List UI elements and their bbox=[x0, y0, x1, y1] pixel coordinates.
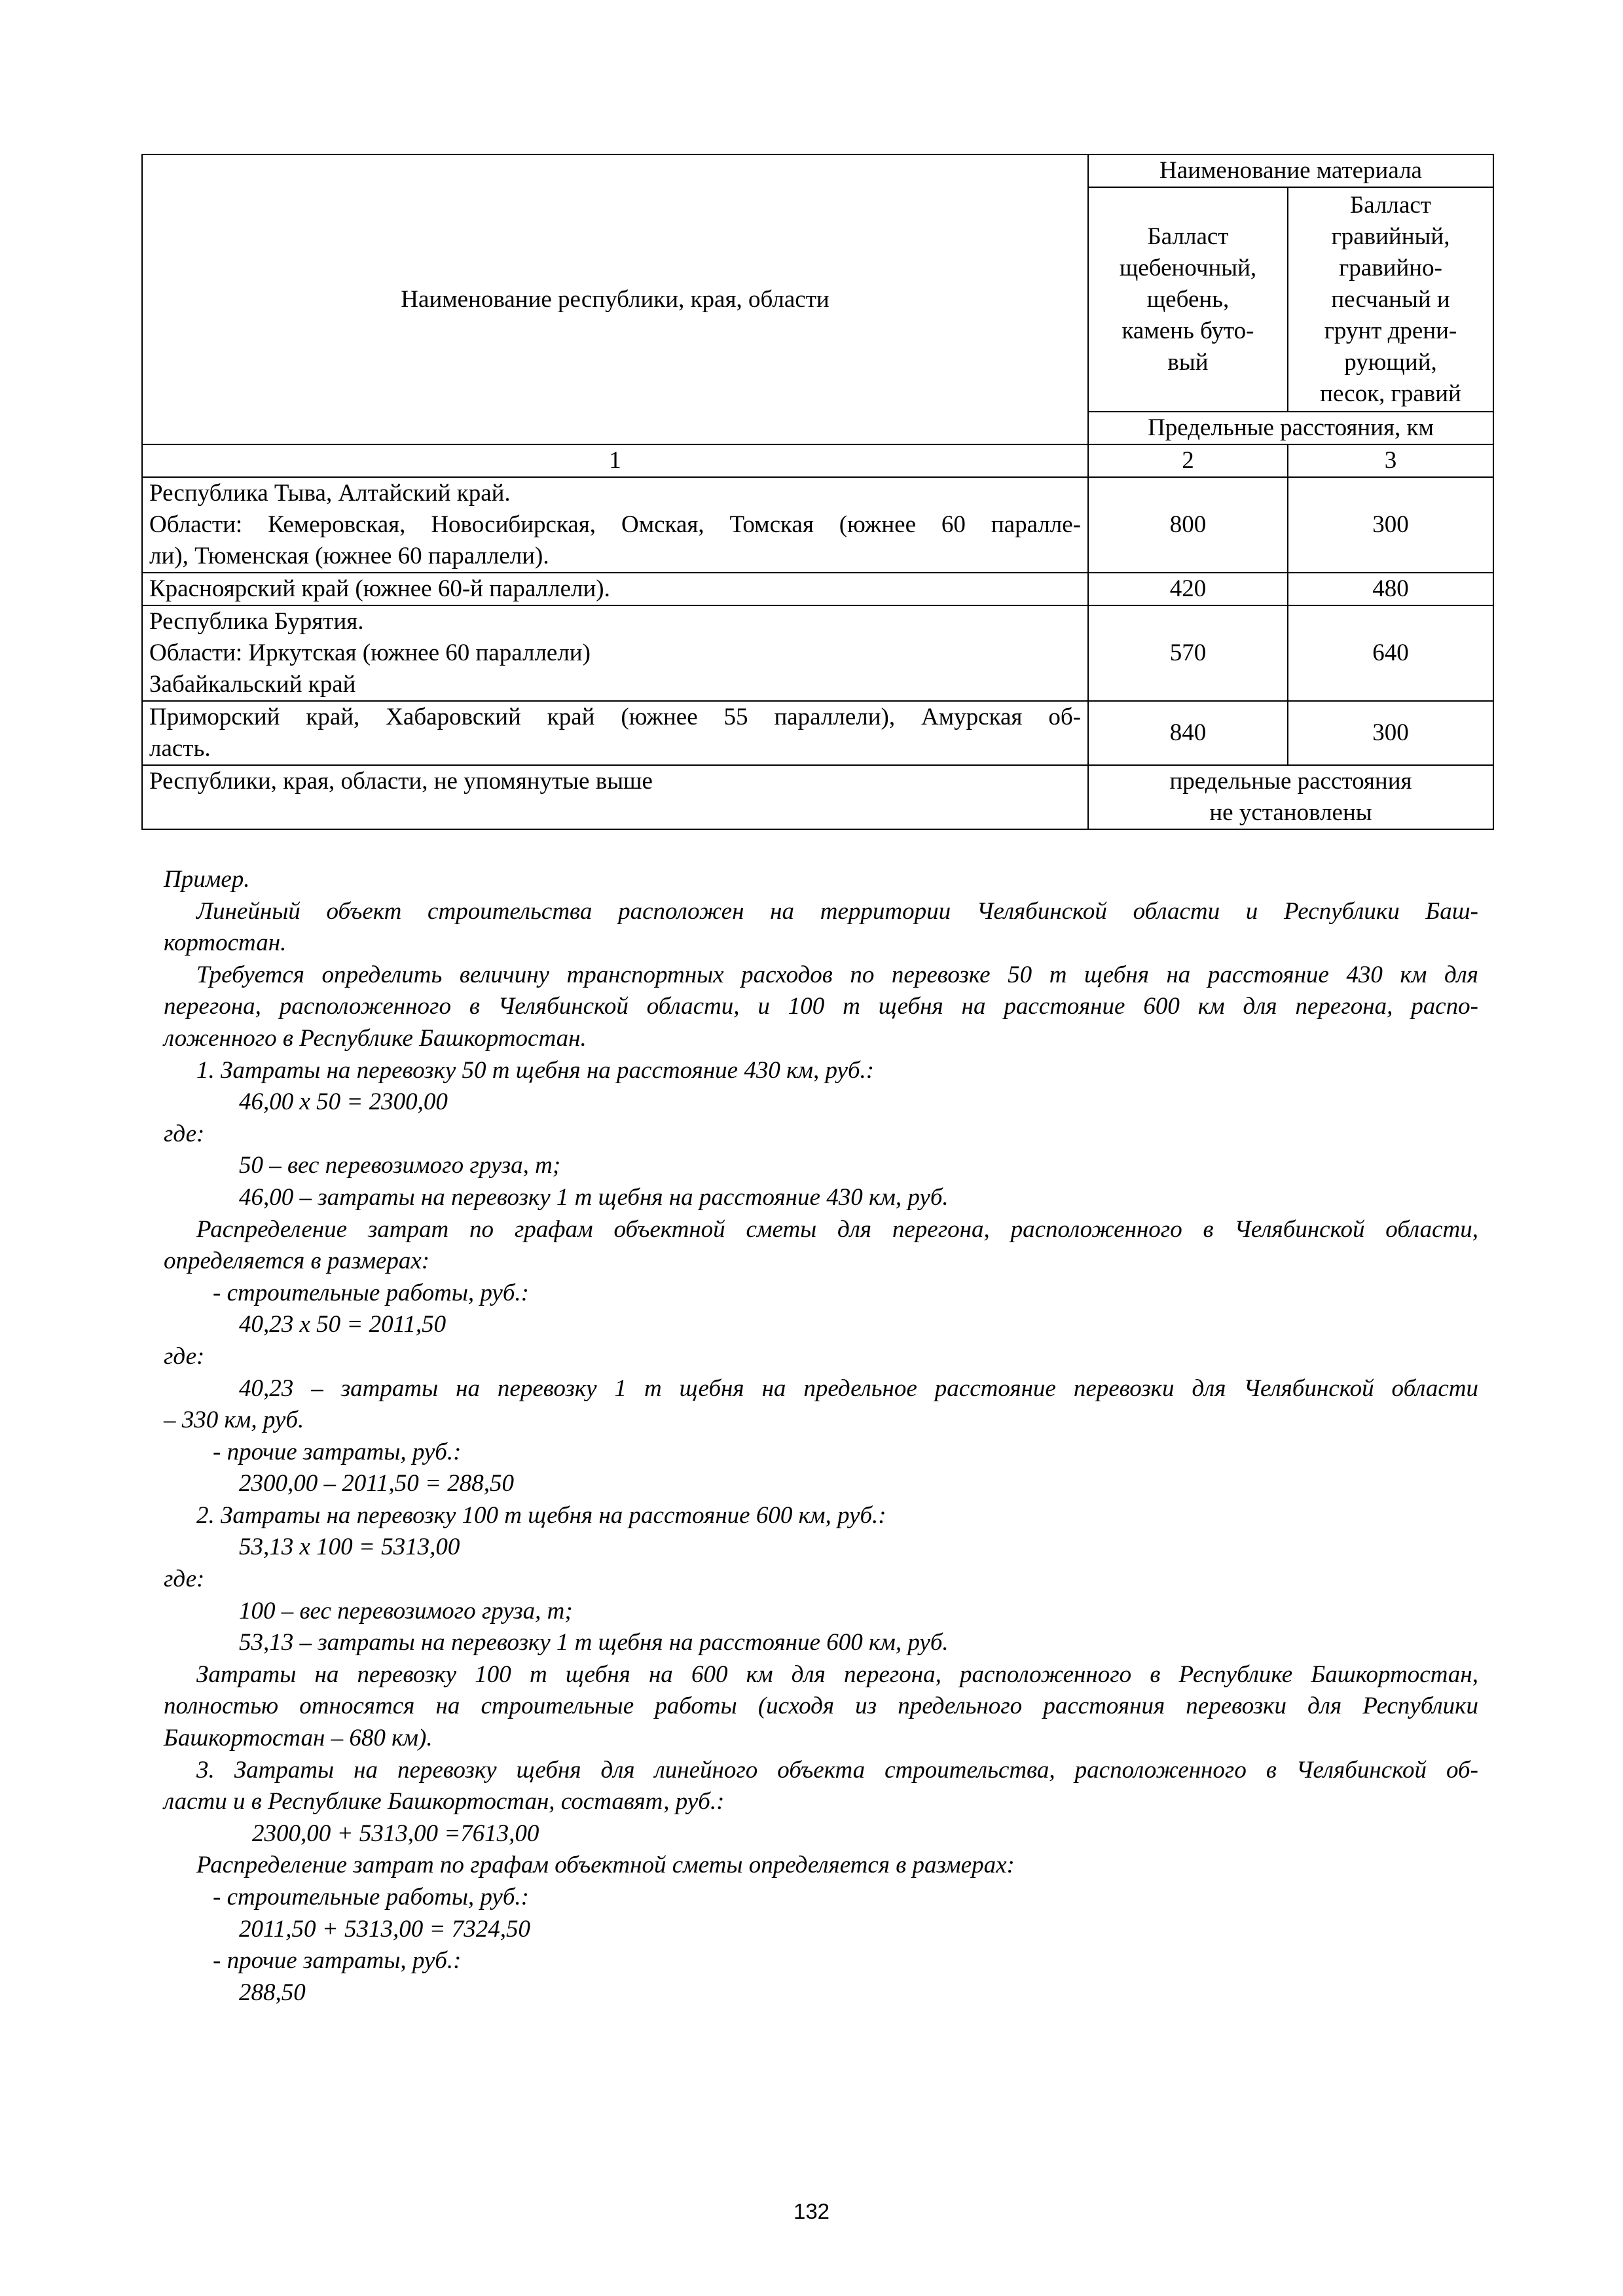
distribution-line: определяется в размерах: bbox=[164, 1247, 430, 1275]
formula: 40,23 х 50 = 2011,50 bbox=[239, 1311, 447, 1338]
limit-value: 300 bbox=[1288, 701, 1493, 765]
where-item: 50 – вес перевозимого груза, т; bbox=[239, 1152, 561, 1179]
where-item: – 330 км, руб. bbox=[164, 1407, 304, 1434]
distribution-line: Распределение затрат по графам объектной сметы для перегона, расположенного в Челябинской области, bbox=[196, 1215, 1478, 1243]
header-region-name: Наименование республики, края, области bbox=[142, 154, 1088, 444]
example-title: Пример. bbox=[164, 866, 250, 893]
step-2-title: 2. Затраты на перевозку 100 т щебня на расстояние 600 км, руб.: bbox=[196, 1501, 886, 1529]
limit-value: 800 bbox=[1088, 477, 1288, 573]
step-2-note-line: Затраты на перевозку 100 т щебня на 600 км для перегона, расположенного в Республике Башкортостан, bbox=[196, 1660, 1478, 1688]
step-2-note-line: Башкортостан – 680 км). bbox=[164, 1725, 433, 1752]
limit-value: 480 bbox=[1288, 573, 1493, 605]
limit-value: 420 bbox=[1088, 573, 1288, 605]
construction-works-label: - строительные работы, руб.: bbox=[213, 1279, 530, 1306]
example-intro-line: Линейный объект строительства расположен на территории Челябинской области и Республики Баш- bbox=[196, 897, 1478, 925]
other-costs-label: - прочие затраты, руб.: bbox=[213, 1947, 462, 1975]
where-label: где: bbox=[164, 1342, 205, 1370]
distribution-line: Распределение затрат по графам объектной сметы определяется в размерах: bbox=[196, 1852, 1015, 1879]
header-material-gravel: Балласт гравийный, гравийно- песчаный и грунт дрени- рующий, песок, гравий bbox=[1288, 187, 1493, 412]
column-number: 1 bbox=[142, 444, 1088, 477]
limit-value: 300 bbox=[1288, 477, 1493, 573]
table-row bbox=[142, 701, 1493, 765]
task-line: ложенного в Республике Башкортостан. bbox=[164, 1024, 587, 1052]
other-costs-label: - прочие затраты, руб.: bbox=[213, 1438, 462, 1465]
header-material-group: Наименование материала bbox=[1088, 154, 1493, 187]
where-item: 100 – вес перевозимого груза, т; bbox=[239, 1597, 573, 1624]
where-item: 53,13 – затраты на перевозку 1 т щебня на расстояние 600 км, руб. bbox=[239, 1629, 949, 1657]
table-row bbox=[142, 765, 1493, 829]
table-row bbox=[142, 605, 1493, 701]
where-label: где: bbox=[164, 1566, 205, 1593]
header-limit-distances: Предельные расстояния, км bbox=[1088, 412, 1493, 444]
where-item: 46,00 – затраты на перевозку 1 т щебня на расстояние 430 км, руб. bbox=[239, 1183, 949, 1211]
formula: 46,00 х 50 = 2300,00 bbox=[239, 1088, 448, 1116]
step-1-title: 1. Затраты на перевозку 50 т щебня на расстояние 430 км, руб.: bbox=[196, 1056, 875, 1084]
formula: 2011,50 + 5313,00 = 7324,50 bbox=[239, 1915, 530, 1943]
limit-value: 640 bbox=[1288, 605, 1493, 701]
limit-value: 570 bbox=[1088, 605, 1288, 701]
other-costs-value: 288,50 bbox=[239, 1979, 306, 2006]
region-cell: Республика Бурятия. Области: Иркутская (южнее 60 параллели) Забайкальский край bbox=[142, 605, 1088, 701]
table-row bbox=[142, 573, 1493, 605]
region-cell: Республики, края, области, не упомянутые выше bbox=[142, 765, 1088, 829]
formula: 2300,00 – 2011,50 = 288,50 bbox=[239, 1470, 514, 1498]
limit-value: 840 bbox=[1088, 701, 1288, 765]
formula: 53,13 х 100 = 5313,00 bbox=[239, 1534, 460, 1561]
limits-not-set-note: предельные расстояния не установлены bbox=[1088, 765, 1493, 829]
where-label: где: bbox=[164, 1120, 205, 1147]
example-section bbox=[164, 864, 1478, 2009]
example-intro-line: кортостан. bbox=[164, 929, 287, 957]
column-number: 2 bbox=[1088, 444, 1288, 477]
table-row bbox=[142, 477, 1493, 573]
where-item: 40,23 – затраты на перевозку 1 т щебня на предельное расстояние перевозки для Челябинской области bbox=[239, 1374, 1478, 1402]
step-2-note-line: полностью относятся на строительные работы (исходя из предельного расстояния перевозки для Республики bbox=[164, 1693, 1478, 1720]
region-cell: Республика Тыва, Алтайский край. Области: Кемеровская, Новосибирская, Омская, Томская (южнее 60 паралле- ли), Тюменская (южнее 60 параллели). bbox=[142, 477, 1088, 573]
step-3-title: 3. Затраты на перевозку щебня для линейного объекта строительства, расположенного в Челябинской об- bbox=[196, 1756, 1478, 1784]
distance-limits-table bbox=[141, 154, 1494, 830]
task-line: перегона, расположенного в Челябинской области, и 100 т щебня на расстояние 600 км для перегона, распо- bbox=[164, 993, 1478, 1020]
step-3-title: ласти и в Республике Башкортостан, составят, руб.: bbox=[164, 1788, 725, 1816]
region-cell: Приморский край, Хабаровский край (южнее 55 параллели), Амурская об- ласть. bbox=[142, 701, 1088, 765]
column-number: 3 bbox=[1288, 444, 1493, 477]
formula: 2300,00 + 5313,00 =7613,00 bbox=[252, 1820, 539, 1847]
task-line: Требуется определить величину транспортных расходов по перевозке 50 т щебня на расстояние 430 км для bbox=[196, 961, 1478, 988]
page-number: 132 bbox=[793, 2199, 830, 2223]
region-cell: Красноярский край (южнее 60-й параллели). bbox=[142, 573, 1088, 605]
header-material-crushed-stone: Балласт щебеночный, щебень, камень буто- вый bbox=[1088, 187, 1288, 412]
construction-works-label: - строительные работы, руб.: bbox=[213, 1884, 530, 1910]
